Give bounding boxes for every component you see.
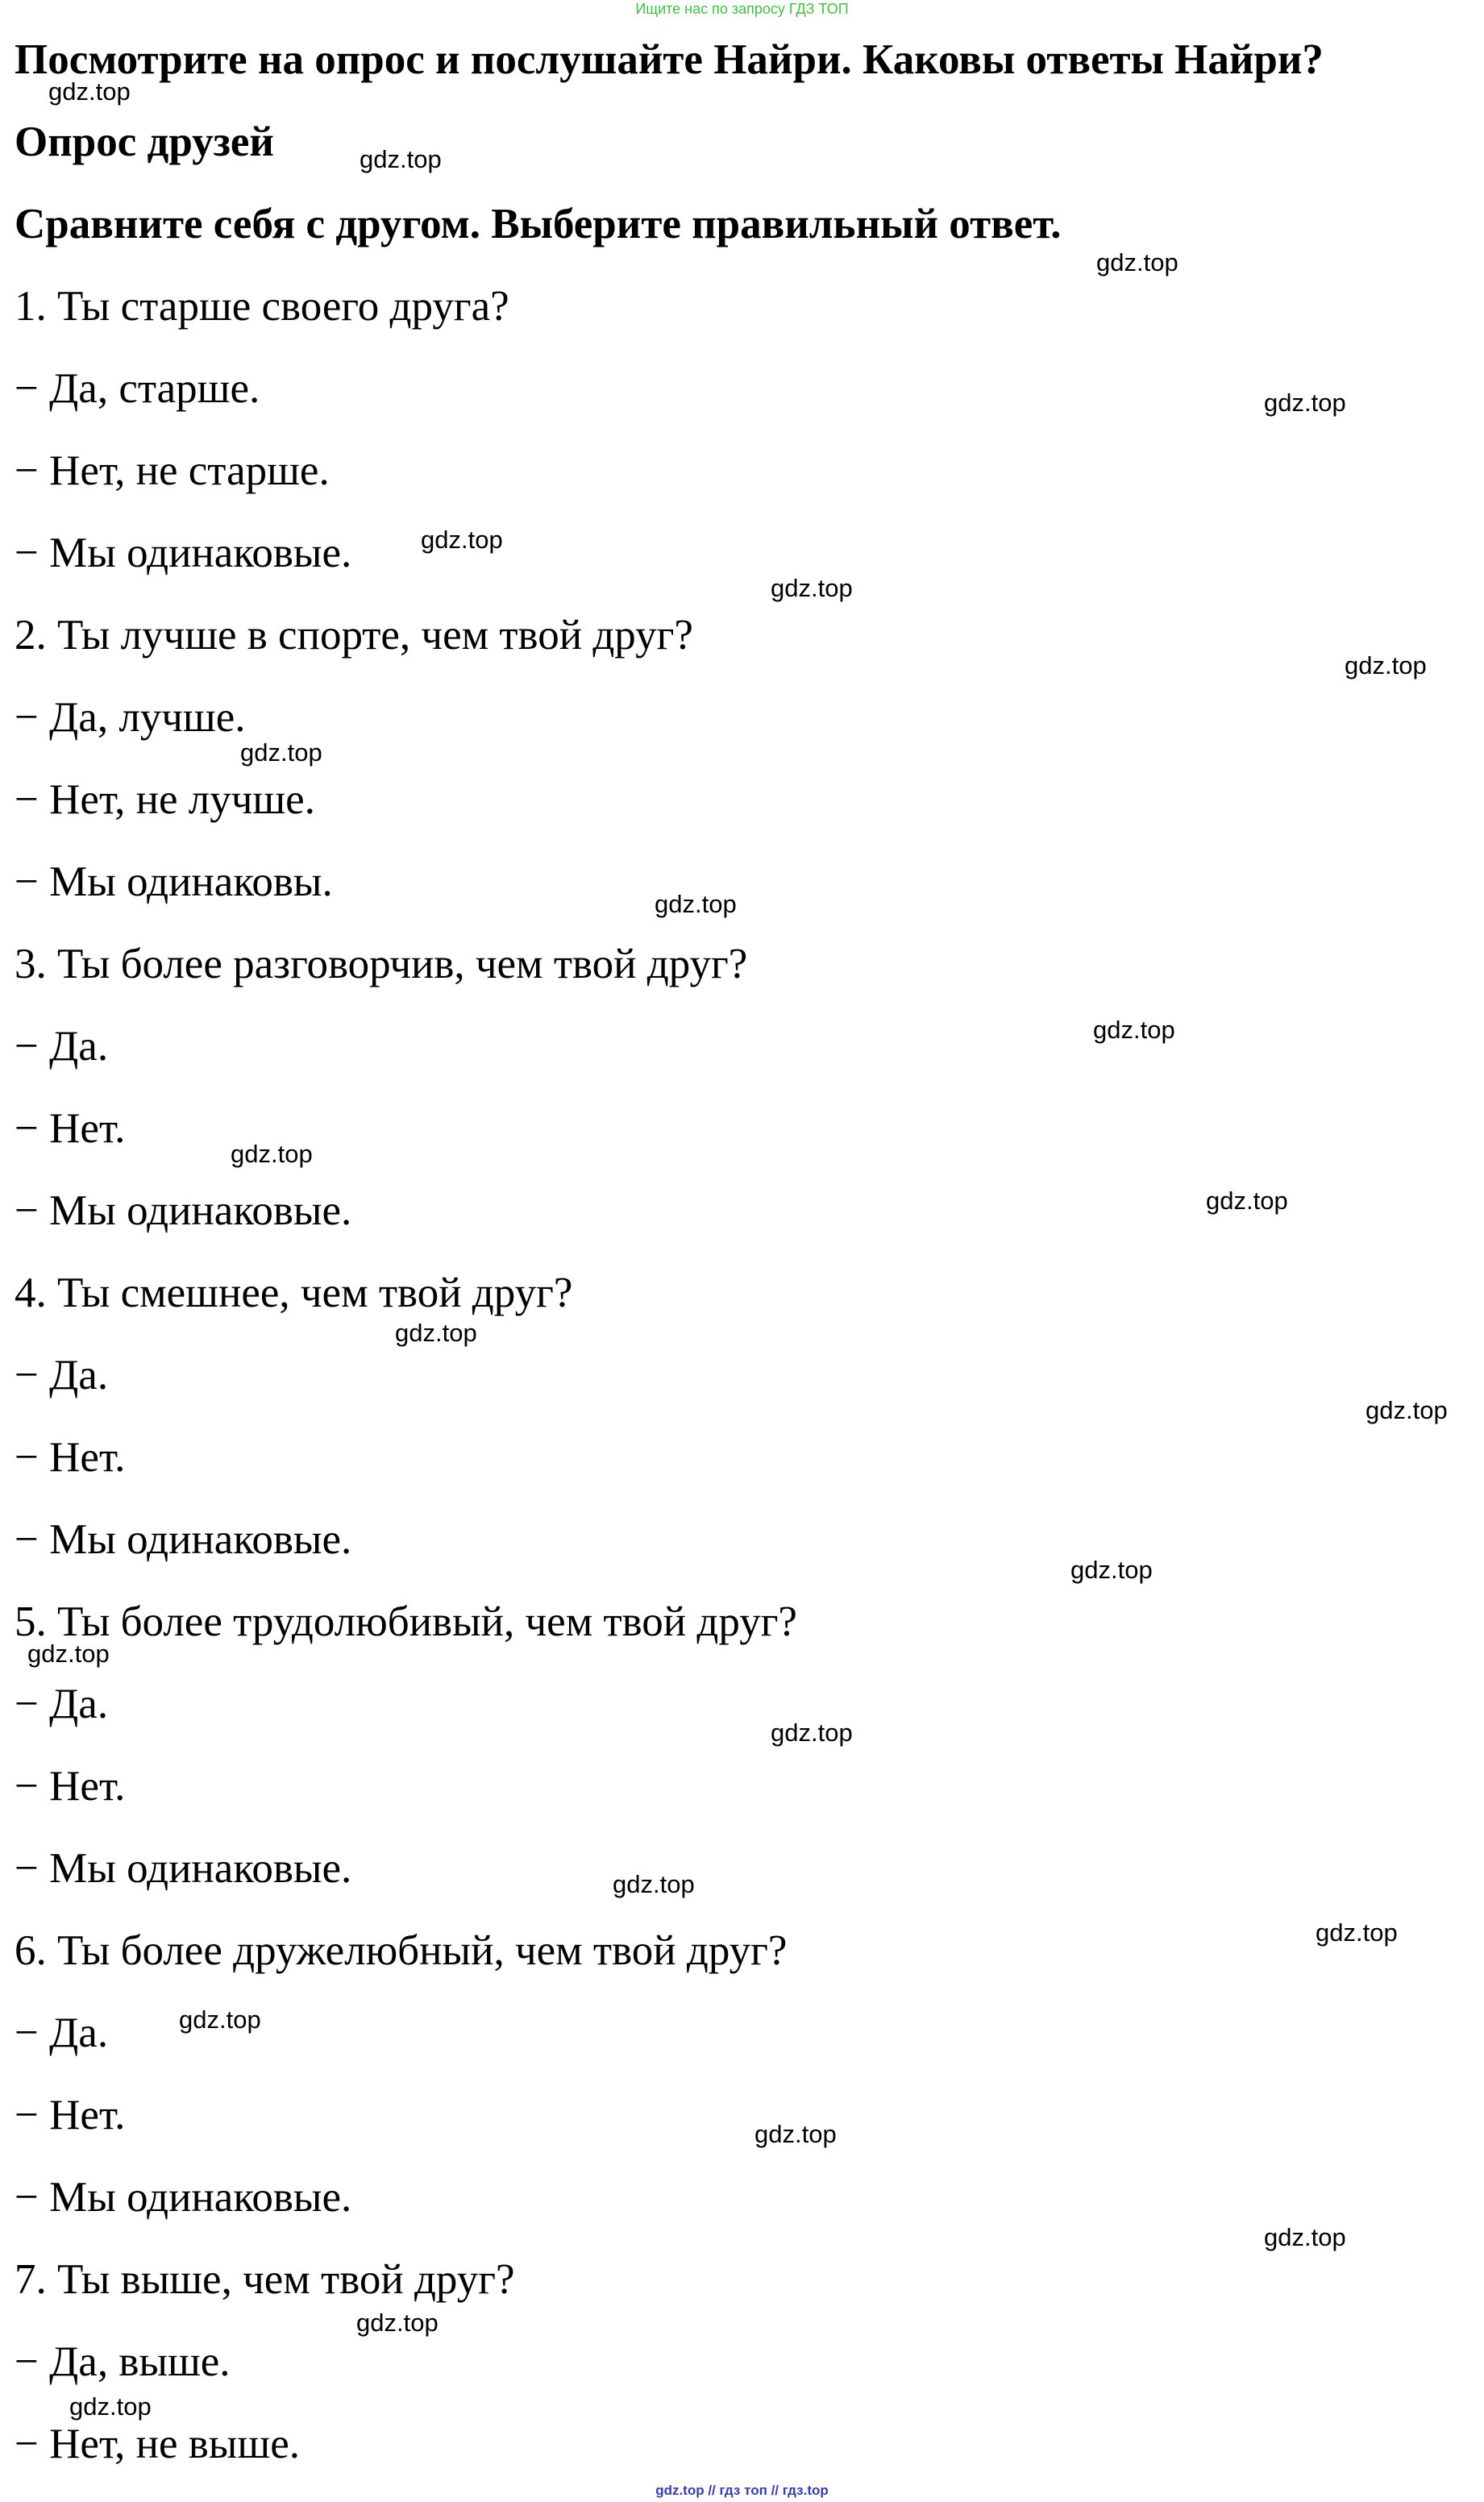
answer-5-1: − Да. bbox=[15, 1681, 109, 1727]
watermark: gdz.top bbox=[421, 526, 503, 554]
watermark: gdz.top bbox=[1345, 651, 1427, 680]
watermark: gdz.top bbox=[395, 1319, 477, 1347]
answer-3-1: − Да. bbox=[15, 1023, 109, 1070]
answer-7-2: − Нет, не выше. bbox=[15, 2421, 300, 2467]
answer-3-3: − Мы одинаковые. bbox=[15, 1187, 352, 1234]
question-2: 2. Ты лучше в спорте, чем твой друг? bbox=[15, 612, 693, 659]
watermark: gdz.top bbox=[48, 77, 131, 106]
bottom-banner: gdz.top // гдз топ // гдз.top bbox=[655, 2483, 829, 2498]
answer-1-2: − Нет, не старше. bbox=[15, 447, 330, 494]
instruction: Сравните себя с другом. Выберите правильный ответ. bbox=[15, 201, 1062, 247]
answer-2-3: − Мы одинаковы. bbox=[15, 858, 333, 905]
subheading: Опрос друзей bbox=[15, 118, 274, 165]
watermark: gdz.top bbox=[1264, 389, 1346, 417]
watermark: gdz.top bbox=[1366, 1396, 1448, 1424]
watermark: gdz.top bbox=[179, 2005, 261, 2034]
question-3: 3. Ты более разговорчив, чем твой друг? bbox=[15, 941, 748, 987]
watermark: gdz.top bbox=[771, 1719, 853, 1747]
answer-4-1: − Да. bbox=[15, 1352, 109, 1399]
answer-6-3: − Мы одинаковые. bbox=[15, 2174, 352, 2221]
question-5: 5. Ты более трудолюбивый, чем твой друг? bbox=[15, 1598, 797, 1645]
watermark: gdz.top bbox=[1093, 1016, 1175, 1044]
page-heading: Посмотрите на опрос и послушайте Найри. Каковы ответы Найри? bbox=[15, 36, 1324, 83]
answer-3-2: − Нет. bbox=[15, 1105, 126, 1152]
answer-2-1: − Да, лучше. bbox=[15, 694, 246, 741]
watermark: gdz.top bbox=[69, 2392, 152, 2421]
answer-5-2: − Нет. bbox=[15, 1763, 126, 1810]
watermark: gdz.top bbox=[360, 145, 442, 173]
answer-2-2: − Нет, не лучше. bbox=[15, 776, 315, 823]
watermark: gdz.top bbox=[771, 574, 853, 602]
answer-5-3: − Мы одинаковые. bbox=[15, 1845, 352, 1892]
question-6: 6. Ты более дружелюбный, чем твой друг? bbox=[15, 1927, 788, 1974]
answer-1-1: − Да, старше. bbox=[15, 365, 260, 412]
watermark: gdz.top bbox=[1316, 1918, 1398, 1947]
watermark: gdz.top bbox=[1096, 248, 1178, 276]
answer-6-1: − Да. bbox=[15, 2009, 109, 2056]
watermark: gdz.top bbox=[754, 2120, 837, 2148]
answer-4-3: − Мы одинаковые. bbox=[15, 1516, 352, 1563]
question-4: 4. Ты смешнее, чем твой друг? bbox=[15, 1270, 573, 1316]
answer-1-3: − Мы одинаковые. bbox=[15, 530, 352, 576]
watermark: gdz.top bbox=[613, 1870, 695, 1898]
watermark: gdz.top bbox=[231, 1140, 313, 1168]
question-1: 1. Ты старше своего друга? bbox=[15, 283, 509, 330]
answer-6-2: − Нет. bbox=[15, 2092, 126, 2138]
watermark: gdz.top bbox=[27, 1640, 110, 1668]
answer-7-1: − Да, выше. bbox=[15, 2338, 231, 2385]
answer-4-2: − Нет. bbox=[15, 1434, 126, 1481]
watermark: gdz.top bbox=[1264, 2223, 1346, 2251]
question-7: 7. Ты выше, чем твой друг? bbox=[15, 2256, 515, 2303]
watermark: gdz.top bbox=[655, 890, 737, 918]
watermark: gdz.top bbox=[240, 738, 322, 767]
watermark: gdz.top bbox=[1070, 1556, 1153, 1584]
top-banner: Ищите нас по запросу ГДЗ ТОП bbox=[635, 1, 849, 17]
watermark: gdz.top bbox=[356, 2309, 439, 2337]
watermark: gdz.top bbox=[1206, 1187, 1288, 1215]
